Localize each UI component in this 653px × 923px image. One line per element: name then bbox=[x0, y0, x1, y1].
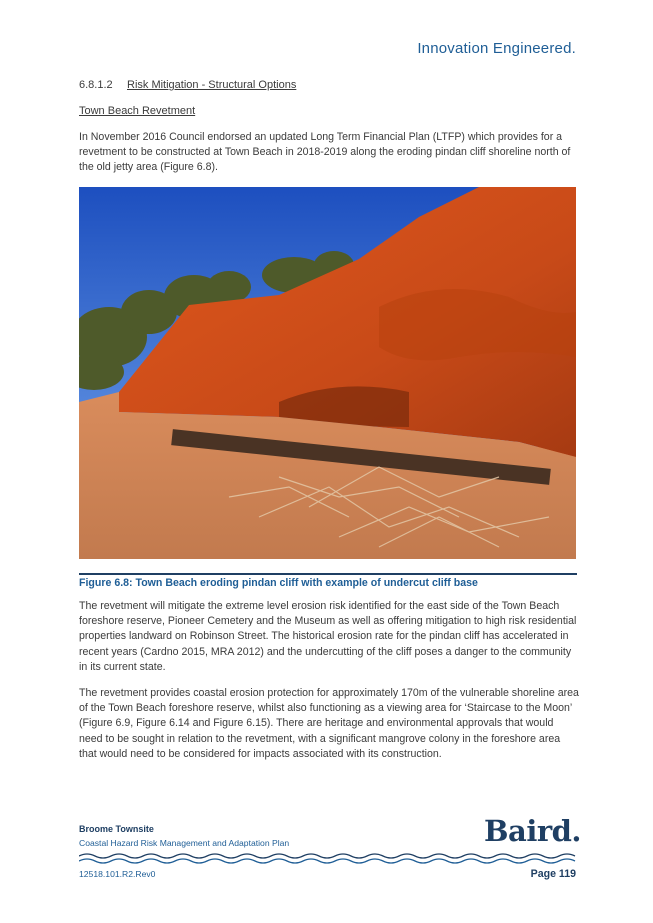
header-tagline: Innovation Engineered. bbox=[417, 40, 576, 57]
section-title: Risk Mitigation - Structural Options bbox=[127, 79, 297, 91]
footer-document-title: Coastal Hazard Risk Management and Adaptation Plan bbox=[79, 838, 290, 848]
paragraph-protection: The revetment provides coastal erosion protection for approximately 170m of the vulnerable shoreline area of the Town Beach foreshore reserve, whilst also functioning as a viewing area for ‘Staircase to the Moon’ (Figure 6.9, Figure 6.14 and Figure 6.15). There are heritage and environmental approvals that would need to be sought in relation to the revetment, with a significant mangrove colony in the foreshore area that would need to be considered for impacts associated with its construction. bbox=[79, 687, 579, 760]
footer-project-name: Broome Townsite bbox=[79, 824, 154, 834]
subsection-heading: Town Beach Revetment bbox=[79, 105, 196, 117]
figure-photo-pindan-cliff bbox=[79, 187, 576, 559]
page-number: Page 119 bbox=[530, 868, 576, 880]
section-heading bbox=[79, 79, 296, 91]
baird-logo: Baird. bbox=[484, 814, 581, 848]
paragraph-mitigation: The revetment will mitigate the extreme level erosion risk identified for the east side of the Town Beach foreshore reserve, Pioneer Cemetery and the Museum as well as offering mitigation to high risk residential properties landward on Robinson Street. The historical erosion rate for the pindan cliff has accelerated in recent years (Cardno 2015, MRA 2012) and the undercutting of the cliff poses a danger to the community in its current state. bbox=[79, 600, 577, 673]
footer-report-code: 12518.101.R2.Rev0 bbox=[79, 869, 156, 879]
caption-rule bbox=[79, 573, 577, 575]
section-number: 6.8.1.2 bbox=[79, 79, 113, 91]
paragraph-intro: In November 2016 Council endorsed an updated Long Term Financial Plan (LTFP) which provides for a revetment to be constructed at Town Beach in 2018-2019 along the eroding pindan cliff shoreline north of the old jetty area (Figure 6.8). bbox=[79, 131, 571, 174]
footer-wave-divider bbox=[79, 852, 577, 866]
figure-caption: Figure 6.8: Town Beach eroding pindan cliff with example of undercut cliff base bbox=[79, 577, 478, 589]
